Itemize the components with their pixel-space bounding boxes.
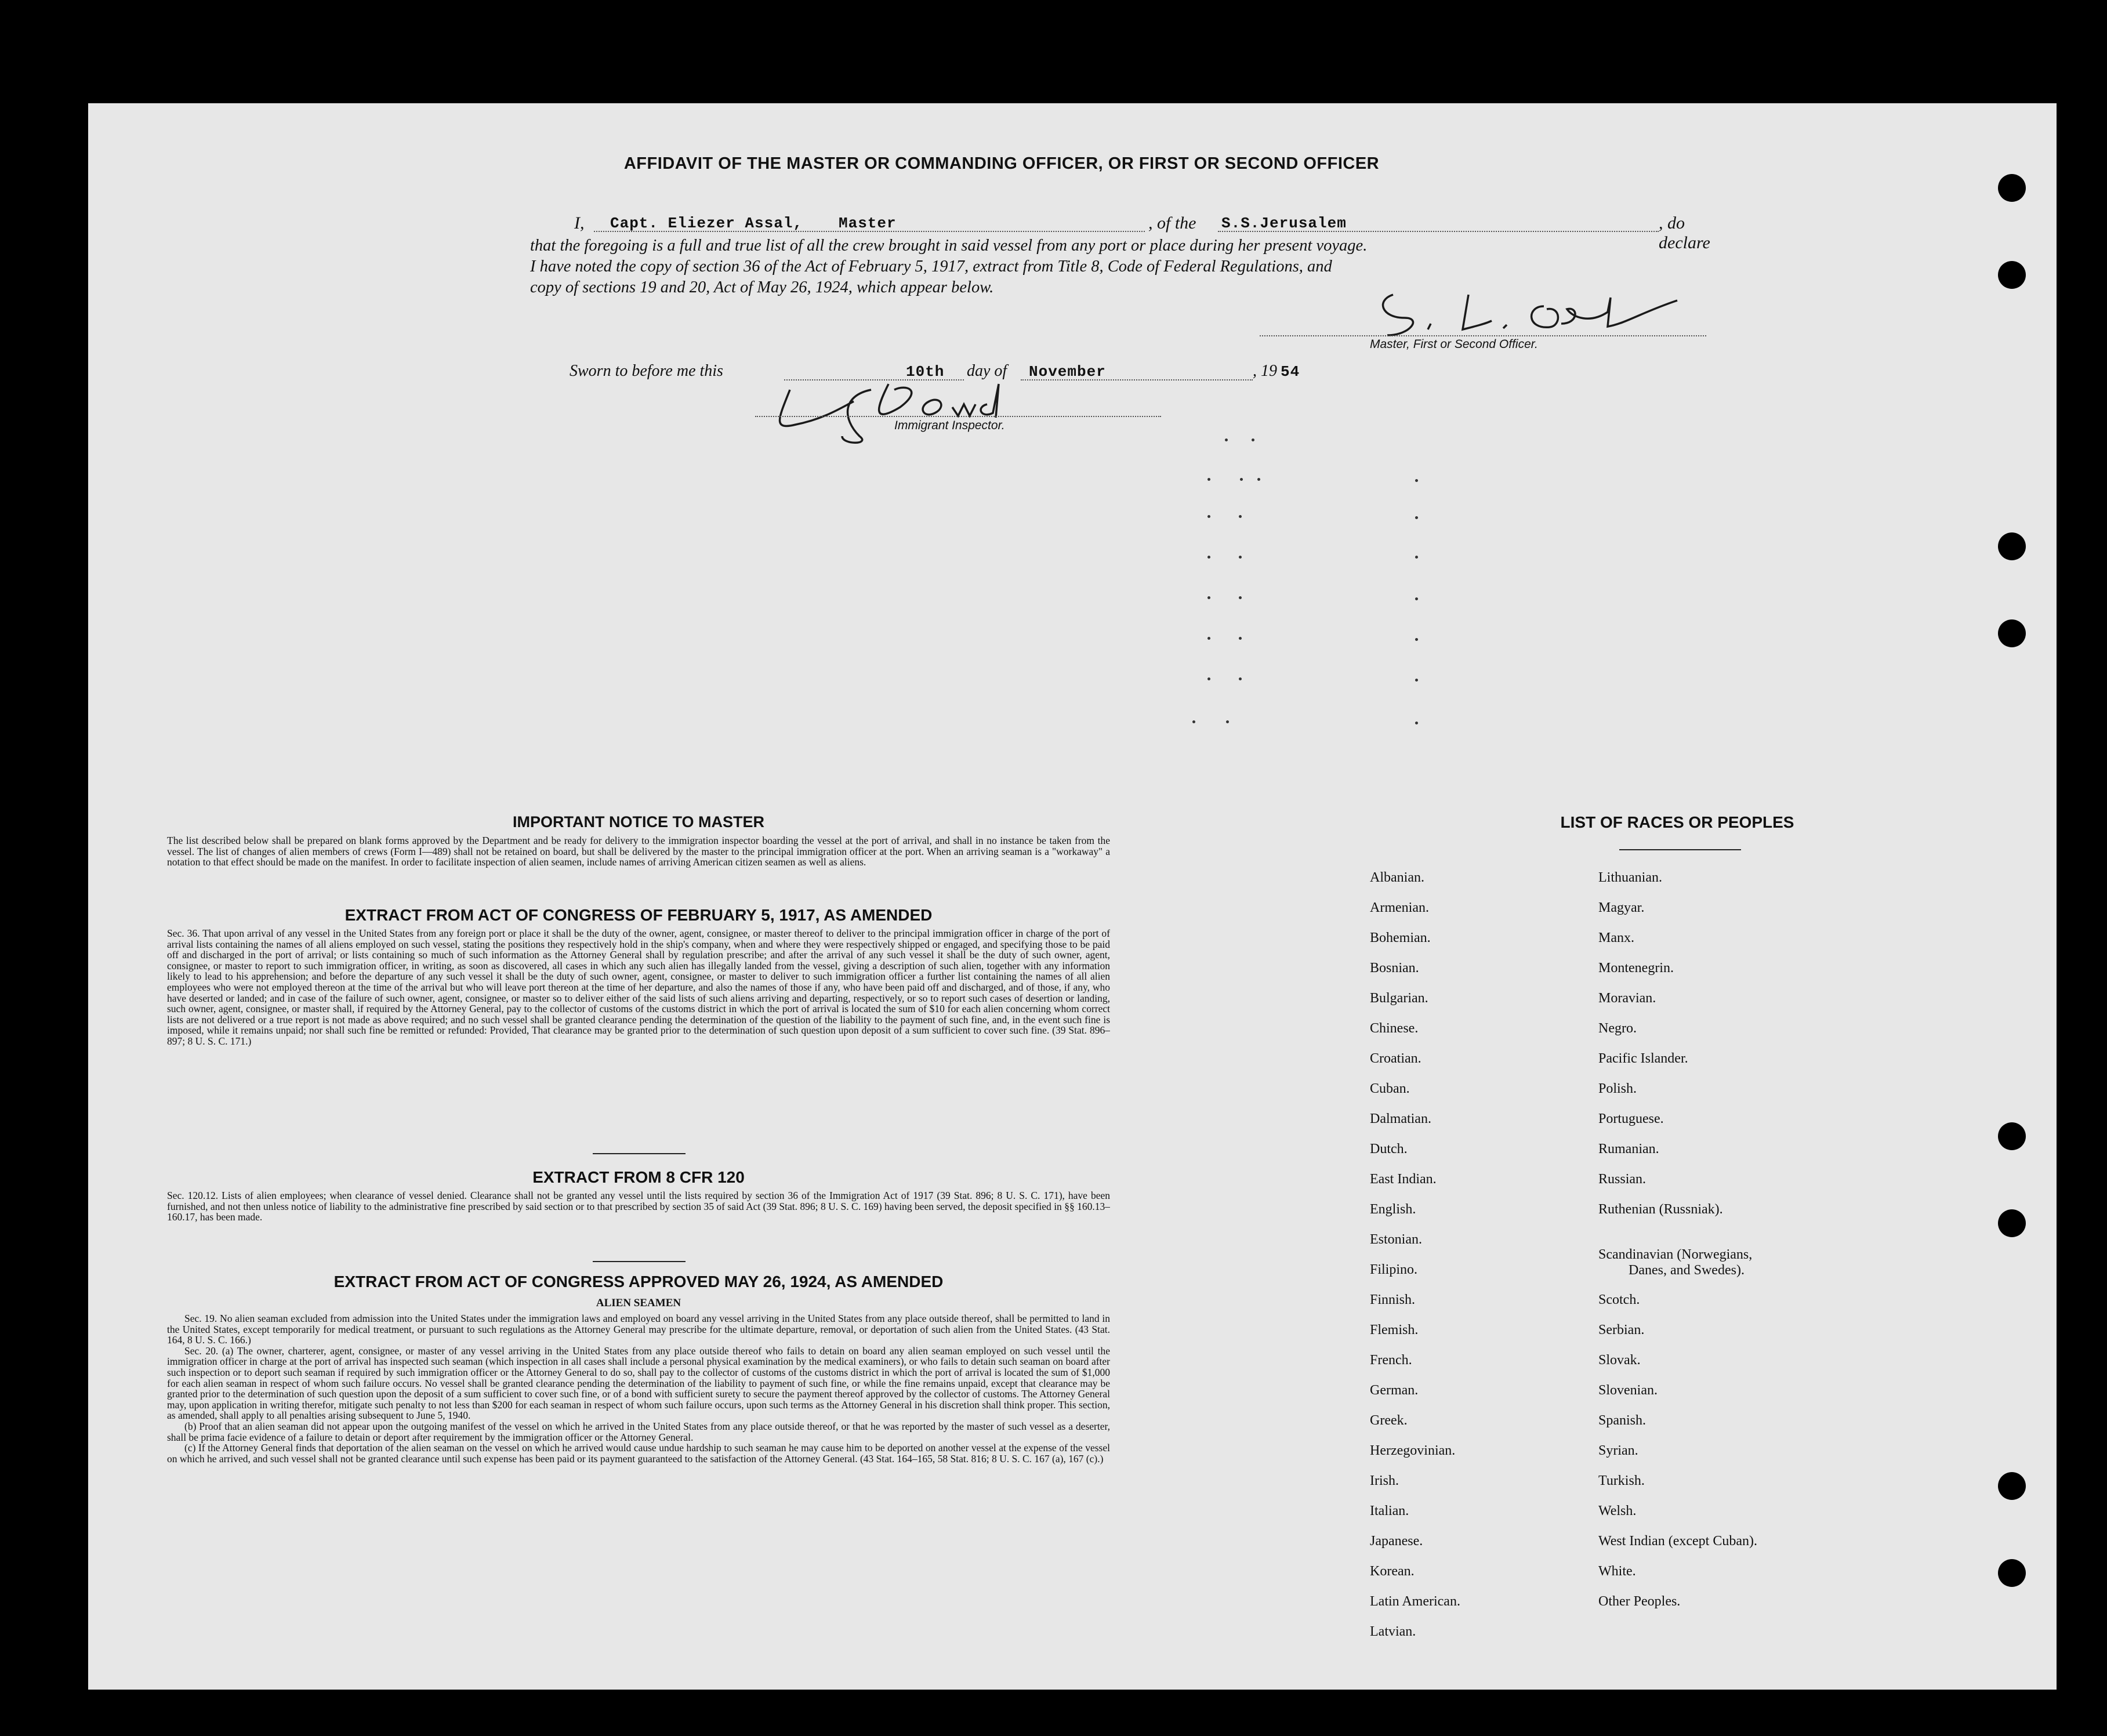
race-item: Manx. — [1598, 930, 1634, 945]
race-item: Bohemian. — [1370, 930, 1431, 945]
race-item: Other Peoples. — [1598, 1594, 1681, 1609]
race-item: Korean. — [1370, 1564, 1415, 1579]
race-item: Dutch. — [1370, 1141, 1408, 1157]
race-item: Flemish. — [1370, 1322, 1419, 1338]
races-title: LIST OF RACES OR PEOPLES — [1560, 813, 1794, 831]
race-item: Scandinavian (Norwegians, — [1598, 1247, 1753, 1262]
race-item: Lithuanian. — [1598, 870, 1662, 885]
i-prefix: I, — [574, 213, 585, 233]
extract-1924-title: EXTRACT FROM ACT OF CONGRESS APPROVED MAY 26, 1924, AS AMENDED — [333, 1273, 944, 1291]
race-item: Rumanian. — [1598, 1141, 1659, 1157]
sec-20b: (b) Proof that an alien seaman did not appear upon the outgoing manifest of the vessel on which he arrived in the United States from any place outside thereof, or that he was reported by the master of such vessel as a deserter, shall be prima facie evidence of a failure to detain or deport after requirement by the immigration officer or the Attorney General. — [167, 1420, 1110, 1443]
race-item: Danes, and Swedes). — [1629, 1263, 1745, 1278]
inspector-signature — [755, 372, 1033, 448]
sec-20a: Sec. 20. (a) The owner, charterer, agent, consignee, or master of any vessel arriving in the United States from any place outside thereof who fails to detain on board any alien seaman employed on such vessel until the immigration officer in charge at the port of arrival has inspected such seaman (which inspection in all cases shall include a personal physical examination by the medical examiners), or who fails to detain such seaman on board after such inspection or to deport such seaman if required by such immigration officer or the Attorney General to do so, shall pay to the collector of customs of the customs district in which the port of arrival is located the sum of $1,000 for each alien seaman in respect of whom such failure occurs. No vessel shall be granted clearance pending the determination of the liability to payment of such fine, or while the fine remains unpaid, except that clearance may be granted prior to the determination of such question upon the deposit of a sum sufficient to cover such fine, or of a bond with sufficient surety to secure the payment thereof approved by the collector of customs. The Attorney General may, upon application in writing therefor, mitigate such penalty to not less than $200 for each seaman in respect of whom such failure occurs, upon such terms as the Attorney General in his discretion shall think proper. This section, as amended, shall apply to all penalties arising subsequent to June 5, 1940. — [167, 1344, 1110, 1422]
race-item: German. — [1370, 1383, 1419, 1398]
race-item: Russian. — [1598, 1172, 1647, 1187]
sec-19: Sec. 19. No alien seaman excluded from admission into the United States under the immigration laws and employed on board any vessel arriving in the United States from any place outside thereof, shall be permitted to land in the United States, except temporarily for medical treatment, or pursuant to such regulations as the Attorney General may prescribe for the ultimate departure, removal, or deportation of such alien from the United States. (43 Stat. 164, 8 U. S. C. 166.) — [167, 1313, 1110, 1346]
race-item: Latvian. — [1370, 1624, 1416, 1639]
cfr-body: Sec. 120.12. Lists of alien employees; when clearance of vessel denied. Clearance shall not be granted any vessel until the lists required by section 36 of the Immigration Act of 1917 (39 Stat. 896; 8 U. S. C. 171), have been furnished, and not then unless notice of liability to the administrative fine prescribed by said section or to that prescribed by section 35 of said Act (39 Stat. 896; 8 U. S. C. 169) having been served, the deposit specified in §§ 160.13–160.17, has been made. — [167, 1190, 1110, 1223]
race-item: Spanish. — [1598, 1413, 1647, 1428]
race-item: Moravian. — [1598, 991, 1656, 1006]
race-item: West Indian (except Cuban). — [1598, 1534, 1757, 1549]
day-value: 10th — [906, 363, 945, 380]
vessel-value: S.S.Jerusalem — [1221, 215, 1347, 232]
race-item: Polish. — [1598, 1081, 1637, 1096]
punch-hole — [1998, 1122, 2026, 1150]
punch-hole — [1998, 1472, 2026, 1500]
sec-20c: (c) If the Attorney General finds that deportation of the alien seaman on the vessel on which he arrived would cause undue hardship to such seaman he may cause him to be deported on another vessel at the expense of the vessel on which he arrived, and such vessel shall not be granted clearance until such expense has been paid or its payment guaranteed to the satisfaction of the Attorney General. (43 Stat. 164–165, 58 Stat. 816; 8 U. S. C. 167 (a), 167 (c).) — [167, 1442, 1110, 1465]
races-title-rule — [1619, 849, 1741, 850]
punch-hole — [1998, 174, 2026, 202]
sworn-text: Sworn to before me this — [570, 362, 723, 380]
race-item: Welsh. — [1598, 1503, 1637, 1518]
race-item: Cuban. — [1370, 1081, 1410, 1096]
affidavit-line-4: copy of sections 19 and 20, Act of May 26, 1924, which appear below. — [530, 278, 994, 296]
master-signature-caption: Master, First or Second Officer. — [1370, 338, 1538, 351]
race-item: Magyar. — [1598, 900, 1645, 915]
race-item: Croatian. — [1370, 1051, 1421, 1066]
punch-hole — [1998, 532, 2026, 560]
month-value: November — [1029, 363, 1106, 380]
affidavit-title: AFFIDAVIT OF THE MASTER OR COMMANDING OFFICER, OR FIRST OR SECOND OFFICER — [623, 154, 1380, 173]
race-item: Armenian. — [1370, 900, 1429, 915]
punch-hole — [1998, 619, 2026, 647]
race-item: Bulgarian. — [1370, 991, 1428, 1006]
race-item: French. — [1370, 1353, 1412, 1368]
race-item: Finnish. — [1370, 1292, 1416, 1307]
rank-value: Master — [839, 215, 897, 232]
punch-hole — [1998, 1559, 2026, 1587]
document-sheet — [88, 103, 2057, 1690]
race-item: Negro. — [1598, 1021, 1637, 1036]
cfr-title: EXTRACT FROM 8 CFR 120 — [532, 1168, 745, 1186]
day-of-text: day of — [967, 362, 1007, 380]
race-item: Scotch. — [1598, 1292, 1640, 1307]
race-item: Slovak. — [1598, 1353, 1641, 1368]
rule-2 — [593, 1261, 686, 1262]
extract-1924-body — [167, 1313, 1110, 1512]
race-item: Japanese. — [1370, 1534, 1423, 1549]
race-item: Herzegovinian. — [1370, 1443, 1456, 1458]
inspector-signature-line — [755, 416, 1161, 417]
race-item: Portuguese. — [1598, 1111, 1664, 1126]
race-item: Filipino. — [1370, 1262, 1418, 1277]
year-value: 54 — [1281, 363, 1300, 380]
notice-title: IMPORTANT NOTICE TO MASTER — [513, 813, 764, 831]
extract-1924-subtitle: ALIEN SEAMEN — [596, 1297, 681, 1309]
race-item: Ruthenian (Russniak). — [1598, 1202, 1723, 1217]
race-item: Italian. — [1370, 1503, 1409, 1518]
extract-1917-body: Sec. 36. That upon arrival of any vessel in the United States from any foreign port or place it shall be the duty of the owner, agent, consignee, or master thereof to deliver to the principal immigration officer in charge of the port of arrival lists containing the names of all aliens employed on such vessel, stating the positions they respectively hold in the ship's company, when and where they were respectively shipped or engaged, and specifying those to be paid off and discharged in the port of arrival; or lists containing so much of such information as the Attorney General shall by regulation prescribe; and after the arrival of any such vessel it shall be the duty of such owner, agent, consignee, or master to report to such immigration officer, in writing, as soon as discovered, all cases in which any such alien has illegally landed from the vessel, giving a description of such alien, together with any information likely to lead to his apprehension; and before the departure of any such vessel it shall be the duty of such owner, agent, consignee, or master to deliver to such immigration officer a further list containing the names of all alien employees who were not employed thereon at the time of the arrival but who will leave port thereon at the time of her departure, and also the names of those if any, who have been paid off and discharged, and of those, if any, who have deserted or landed; and in case of the failure of such owner, agent, consignee, or master so to deliver either of the said lists of such aliens arriving and departing, respectively, or so to report such cases of desertion or landing, such owner, agent, consignee, or master shall, if required by the Attorney General, pay to the collector of customs of the customs district in which the port of arrival is located the sum of $10 for each alien concerning whom correct lists are not delivered or a true report is not made as above required; and no such vessel shall be granted clearance pending the determination of the question of the liability to the payment of such fine, and, in the event such fine is imposed, while it remains unpaid; nor shall such fine be remitted or refunded: Provided, That clearance may be granted prior to the determination of such question upon deposit of a sum sufficient to cover such fine. (39 Stat. 896–897; 8 U. S. C. 171.) — [167, 928, 1110, 1047]
year-prefix: , 19 — [1253, 362, 1277, 380]
notice-body: The list described below shall be prepared on blank forms approved by the Department and be ready for delivery to the immigration inspector boarding the vessel at the port of arrival, and shall in no instance be taken from the vessel. The list of changes of alien members of crews (Form I—489) shall not be retained on board, but shall be delivered by the master to the principal immigration officer at the port. When an arriving seaman is a "workaway" a notation to that effect should be made on the manifest. In order to facilitate inspection of alien seamen, include names of arriving American citizen seamen as well as aliens. — [167, 835, 1110, 868]
race-item: Albanian. — [1370, 870, 1424, 885]
race-item: English. — [1370, 1202, 1416, 1217]
affidavit-line-2: that the foregoing is a full and true list of all the crew brought in said vessel from any port or place during her present voyage. — [530, 237, 1368, 255]
race-item: Pacific Islander. — [1598, 1051, 1688, 1066]
race-item: Greek. — [1370, 1413, 1408, 1428]
of-the-text: , of the — [1148, 213, 1196, 233]
do-declare-text: , do declare — [1659, 213, 1710, 252]
race-item: Turkish. — [1598, 1473, 1645, 1488]
master-name-value: Capt. Eliezer Assal, — [610, 215, 803, 232]
punch-hole — [1998, 261, 2026, 289]
race-item: Montenegrin. — [1598, 961, 1674, 976]
race-item: Estonian. — [1370, 1232, 1422, 1247]
rule-1 — [593, 1153, 686, 1154]
punch-hole — [1998, 1209, 2026, 1237]
race-item: Slovenian. — [1598, 1383, 1658, 1398]
affidavit-line-3: I have noted the copy of section 36 of the Act of February 5, 1917, extract from Title 8, Code of Federal Regulations, and — [530, 258, 1332, 276]
race-item: Dalmatian. — [1370, 1111, 1431, 1126]
race-item: Syrian. — [1598, 1443, 1638, 1458]
extract-1917-title: EXTRACT FROM ACT OF CONGRESS OF FEBRUARY 5, 1917, AS AMENDED — [344, 906, 933, 924]
inspector-caption: Immigrant Inspector. — [894, 419, 1005, 432]
master-signature-line — [1260, 335, 1706, 336]
race-item: East Indian. — [1370, 1172, 1437, 1187]
race-item: Bosnian. — [1370, 961, 1419, 976]
race-item: Latin American. — [1370, 1594, 1460, 1609]
race-item: Serbian. — [1598, 1322, 1645, 1338]
race-item: White. — [1598, 1564, 1636, 1579]
race-item: Irish. — [1370, 1473, 1399, 1488]
race-item: Chinese. — [1370, 1021, 1419, 1036]
